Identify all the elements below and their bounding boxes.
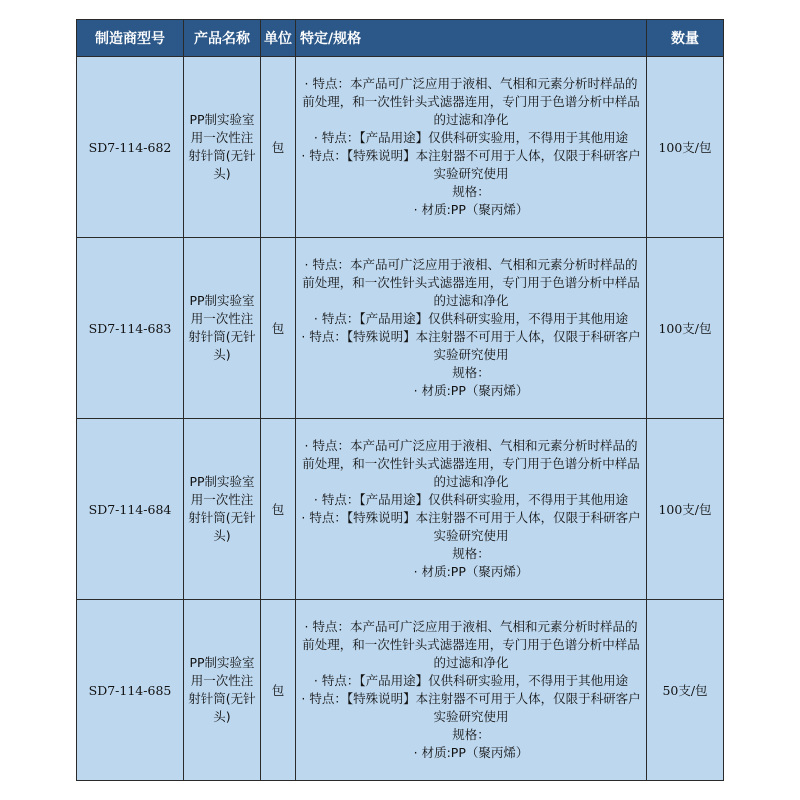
product-name-cell: PP制实验室用一次性注射针筒(无针头)	[184, 419, 261, 600]
spec-note-line: · 特点：【特殊说明】本注射器不可用于人体，仅限于科研客户实验研究使用	[301, 691, 641, 724]
spec-cell	[296, 600, 647, 781]
spec-usage-line: · 特点：【产品用途】仅供科研实验用，不得用于其他用途	[313, 311, 629, 326]
spec-material-line: · 材质:PP（聚丙烯）	[413, 202, 529, 217]
spec-heading-line: 规格：	[452, 184, 490, 199]
quantity-cell: 100支/包	[647, 419, 724, 600]
unit-cell: 包	[261, 600, 296, 781]
header-spec: 特定/规格	[296, 20, 647, 57]
product-table	[76, 19, 724, 781]
header-code: 制造商型号	[77, 20, 184, 57]
spec-note-line: · 特点：【特殊说明】本注射器不可用于人体，仅限于科研客户实验研究使用	[301, 148, 641, 181]
product-name-cell: PP制实验室用一次性注射针筒(无针头)	[184, 600, 261, 781]
product-name-cell: PP制实验室用一次性注射针筒(无针头)	[184, 57, 261, 238]
spec-feature-line: · 特点：本产品可广泛应用于液相、气相和元素分析时样品的前处理，和一次性针头式滤器连用，专门用于色谱分析中样品的过滤和净化	[302, 76, 640, 127]
unit-cell: 包	[261, 238, 296, 419]
spec-feature-line: · 特点：本产品可广泛应用于液相、气相和元素分析时样品的前处理，和一次性针头式滤器连用，专门用于色谱分析中样品的过滤和净化	[302, 257, 640, 308]
header-name: 产品名称	[184, 20, 261, 57]
spec-note-line: · 特点：【特殊说明】本注射器不可用于人体，仅限于科研客户实验研究使用	[301, 329, 641, 362]
unit-cell: 包	[261, 57, 296, 238]
spec-material-line: · 材质:PP（聚丙烯）	[413, 383, 529, 398]
header-qty: 数量	[647, 20, 724, 57]
table-row	[77, 600, 724, 781]
spec-usage-line: · 特点：【产品用途】仅供科研实验用，不得用于其他用途	[313, 492, 629, 507]
product-name-cell: PP制实验室用一次性注射针筒(无针头)	[184, 238, 261, 419]
quantity-cell: 100支/包	[647, 57, 724, 238]
model-number-cell: SD7-114-684	[77, 419, 184, 600]
spec-heading-line: 规格：	[452, 727, 490, 742]
spec-usage-line: · 特点：【产品用途】仅供科研实验用，不得用于其他用途	[313, 673, 629, 688]
spec-usage-line: · 特点：【产品用途】仅供科研实验用，不得用于其他用途	[313, 130, 629, 145]
spec-cell	[296, 419, 647, 600]
spec-heading-line: 规格：	[452, 365, 490, 380]
spec-cell	[296, 57, 647, 238]
model-number-cell: SD7-114-682	[77, 57, 184, 238]
header-unit: 单位	[261, 20, 296, 57]
spec-feature-line: · 特点：本产品可广泛应用于液相、气相和元素分析时样品的前处理，和一次性针头式滤器连用，专门用于色谱分析中样品的过滤和净化	[302, 438, 640, 489]
model-number-cell: SD7-114-683	[77, 238, 184, 419]
quantity-cell: 100支/包	[647, 238, 724, 419]
spec-material-line: · 材质:PP（聚丙烯）	[413, 564, 529, 579]
table-row	[77, 57, 724, 238]
table-row	[77, 238, 724, 419]
spec-material-line: · 材质:PP（聚丙烯）	[413, 745, 529, 760]
table-row	[77, 419, 724, 600]
spec-note-line: · 特点：【特殊说明】本注射器不可用于人体，仅限于科研客户实验研究使用	[301, 510, 641, 543]
unit-cell: 包	[261, 419, 296, 600]
spec-cell	[296, 238, 647, 419]
header-row	[77, 20, 724, 57]
spec-heading-line: 规格：	[452, 546, 490, 561]
spec-feature-line: · 特点：本产品可广泛应用于液相、气相和元素分析时样品的前处理，和一次性针头式滤器连用，专门用于色谱分析中样品的过滤和净化	[302, 619, 640, 670]
quantity-cell: 50支/包	[647, 600, 724, 781]
model-number-cell: SD7-114-685	[77, 600, 184, 781]
